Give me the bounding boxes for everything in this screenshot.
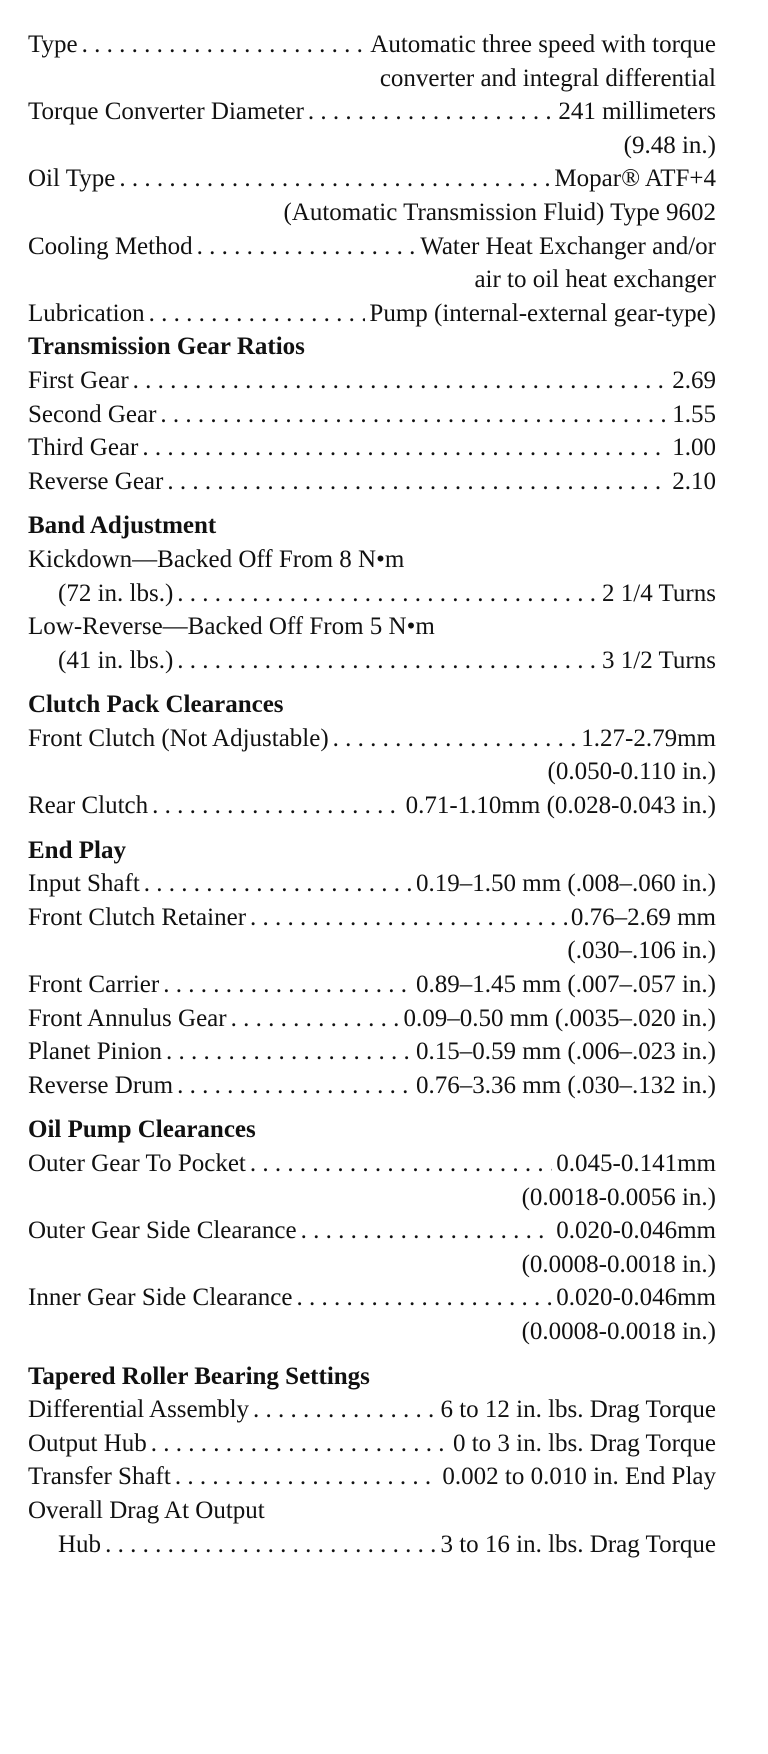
oil-pump-row bbox=[28, 1214, 716, 1248]
spec-value-continued: (0.050-0.110 in.) bbox=[547, 758, 716, 786]
overall-drag-heading: Overall Drag At Output bbox=[28, 1496, 265, 1524]
dot-leader bbox=[105, 1528, 436, 1562]
spec-label: Inner Gear Side Clearance bbox=[28, 1284, 293, 1312]
spec-value: 1.27-2.79mm bbox=[581, 724, 716, 752]
spec-label: Differential Assembly bbox=[28, 1396, 250, 1424]
end-play-section bbox=[28, 834, 716, 1103]
bearing-settings-section bbox=[28, 1360, 716, 1562]
dot-leader bbox=[177, 1069, 412, 1103]
kickdown-row bbox=[28, 577, 716, 611]
spec-label: Input Shaft bbox=[28, 870, 140, 898]
dot-leader bbox=[151, 1427, 449, 1461]
spec-label: Outer Gear Side Clearance bbox=[28, 1217, 297, 1245]
spec-value: 2.10 bbox=[672, 467, 716, 495]
front-clutch-row bbox=[28, 722, 716, 756]
gear-ratio-row bbox=[28, 431, 716, 465]
spec-value-continued: (0.0008-0.0018 in.) bbox=[521, 1317, 716, 1345]
dot-leader bbox=[82, 28, 367, 62]
dot-leader bbox=[177, 644, 598, 678]
spec-value-continued: (0.0018-0.0056 in.) bbox=[521, 1183, 716, 1211]
dot-leader bbox=[301, 1214, 553, 1248]
spec-value: 0.15–0.59 mm (.006–.023 in.) bbox=[416, 1038, 716, 1066]
gear-ratio-row bbox=[28, 465, 716, 499]
dot-leader bbox=[119, 162, 550, 196]
spec-value: 0.76–3.36 mm (.030–.132 in.) bbox=[416, 1071, 716, 1099]
spec-label: Outer Gear To Pocket bbox=[28, 1150, 246, 1177]
spec-label: Torque Converter Diameter bbox=[28, 98, 304, 126]
section-heading: Band Adjustment bbox=[28, 512, 217, 540]
dot-leader bbox=[133, 364, 669, 398]
spec-label: Type bbox=[28, 31, 78, 58]
clutch-pack-section bbox=[28, 688, 716, 822]
spec-row-type bbox=[28, 28, 716, 62]
spec-label: Front Clutch Retainer bbox=[28, 903, 247, 931]
spec-label: (72 in. lbs.) bbox=[58, 579, 174, 607]
general-specs bbox=[28, 28, 716, 330]
spec-value: 0.09–0.50 mm (.0035–.020 in.) bbox=[403, 1004, 716, 1032]
spec-value: 241 millimeters bbox=[558, 98, 716, 126]
spec-label: First Gear bbox=[28, 366, 129, 394]
spec-label: Planet Pinion bbox=[28, 1038, 163, 1066]
spec-label: Lubrication bbox=[28, 299, 145, 327]
spec-value-continued: air to oil heat exchanger bbox=[474, 266, 716, 294]
spec-value: 0.020-0.046mm bbox=[556, 1284, 716, 1312]
dot-leader bbox=[250, 1147, 552, 1181]
end-play-row bbox=[28, 867, 716, 901]
bearing-row bbox=[28, 1393, 716, 1427]
spec-value: 0.020-0.046mm bbox=[556, 1217, 716, 1245]
end-play-row bbox=[28, 1035, 716, 1069]
rear-clutch-row bbox=[28, 789, 716, 823]
dot-leader bbox=[149, 297, 366, 331]
end-play-row bbox=[28, 1002, 716, 1036]
spec-value: Mopar® ATF+4 bbox=[554, 165, 716, 193]
spec-label: Second Gear bbox=[28, 400, 157, 428]
spec-label: Front Carrier bbox=[28, 971, 160, 999]
section-heading: Oil Pump Clearances bbox=[28, 1116, 256, 1144]
spec-value-continued: (Automatic Transmission Fluid) Type 9602 bbox=[283, 198, 716, 226]
dot-leader bbox=[175, 1460, 439, 1494]
spec-value: 0.71-1.10mm (0.028-0.043 in.) bbox=[405, 792, 716, 820]
bearing-row bbox=[28, 1427, 716, 1461]
spec-value: 0.89–1.45 mm (.007–.057 in.) bbox=[416, 971, 716, 999]
spec-label: Transfer Shaft bbox=[28, 1463, 171, 1491]
end-play-row bbox=[28, 968, 716, 1002]
section-heading: End Play bbox=[28, 836, 126, 864]
spec-value-continued: (.030–.106 in.) bbox=[567, 937, 716, 965]
spec-label: Hub bbox=[58, 1530, 102, 1558]
gear-ratio-row bbox=[28, 398, 716, 432]
spec-value: 0.76–2.69 mm bbox=[570, 903, 716, 931]
bearing-row bbox=[28, 1460, 716, 1494]
dot-leader bbox=[152, 789, 402, 823]
dot-leader bbox=[167, 465, 668, 499]
spec-value: Automatic three speed with torque bbox=[370, 31, 716, 58]
low-reverse-row bbox=[28, 644, 716, 678]
spec-value: 1.00 bbox=[672, 434, 716, 462]
spec-row-oil-type bbox=[28, 162, 716, 196]
dot-leader bbox=[142, 431, 668, 465]
dot-leader bbox=[250, 901, 567, 935]
section-heading: Tapered Roller Bearing Settings bbox=[28, 1362, 370, 1390]
spec-label: Front Annulus Gear bbox=[28, 1004, 227, 1032]
spec-value: 0.002 to 0.010 in. End Play bbox=[442, 1463, 716, 1491]
spec-value: Water Heat Exchanger and/or bbox=[420, 232, 716, 260]
spec-value: 3 1/2 Turns bbox=[602, 646, 716, 674]
dot-leader bbox=[231, 1002, 400, 1036]
spec-value-continued: (0.0008-0.0018 in.) bbox=[521, 1250, 716, 1278]
dot-leader bbox=[296, 1281, 552, 1315]
spec-label: Rear Clutch bbox=[28, 792, 149, 820]
spec-value-continued: (9.48 in.) bbox=[623, 131, 716, 159]
dot-leader bbox=[253, 1393, 436, 1427]
section-heading: Clutch Pack Clearances bbox=[28, 691, 284, 719]
gear-ratio-row bbox=[28, 364, 716, 398]
band-adjustment-section bbox=[28, 509, 716, 677]
kickdown-heading: Kickdown—Backed Off From 8 N•m bbox=[28, 545, 405, 573]
spec-label: Oil Type bbox=[28, 165, 116, 193]
dot-leader bbox=[333, 722, 578, 756]
spec-value: 0.045-0.141mm bbox=[556, 1150, 716, 1177]
dot-leader bbox=[308, 95, 554, 129]
oil-pump-section bbox=[28, 1113, 716, 1348]
spec-value: 0 to 3 in. lbs. Drag Torque bbox=[452, 1429, 716, 1457]
spec-value: 6 to 12 in. lbs. Drag Torque bbox=[440, 1396, 716, 1424]
spec-row-cooling-method bbox=[28, 230, 716, 264]
spec-value: 1.55 bbox=[672, 400, 716, 428]
spec-label: Reverse Drum bbox=[28, 1071, 174, 1099]
spec-label: Output Hub bbox=[28, 1429, 147, 1457]
spec-label: Front Clutch (Not Adjustable) bbox=[28, 724, 329, 752]
oil-pump-row bbox=[28, 1281, 716, 1315]
dot-leader bbox=[177, 577, 598, 611]
overall-drag-row bbox=[28, 1528, 716, 1562]
dot-leader bbox=[163, 968, 412, 1002]
section-heading: Transmission Gear Ratios bbox=[28, 333, 305, 361]
spec-value: 0.19–1.50 mm (.008–.060 in.) bbox=[416, 870, 716, 898]
dot-leader bbox=[160, 398, 668, 432]
spec-value-continued: converter and integral differential bbox=[379, 64, 716, 92]
spec-value: 2 1/4 Turns bbox=[602, 579, 716, 607]
end-play-row bbox=[28, 1069, 716, 1103]
end-play-row bbox=[28, 901, 716, 935]
spec-value: 3 to 16 in. lbs. Drag Torque bbox=[440, 1530, 716, 1558]
spec-row-lubrication bbox=[28, 297, 716, 331]
spec-row-converter-diameter bbox=[28, 95, 716, 129]
oil-pump-row bbox=[28, 1147, 716, 1181]
low-reverse-heading: Low-Reverse—Backed Off From 5 N•m bbox=[28, 613, 435, 641]
gear-ratios-section bbox=[28, 330, 716, 498]
spec-value: Pump (internal-external gear-type) bbox=[369, 299, 716, 327]
spec-label: Reverse Gear bbox=[28, 467, 164, 495]
dot-leader bbox=[144, 867, 412, 901]
spec-value: 2.69 bbox=[672, 366, 716, 394]
spec-label: Third Gear bbox=[28, 434, 139, 462]
spec-label: (41 in. lbs.) bbox=[58, 646, 174, 674]
dot-leader bbox=[166, 1035, 412, 1069]
dot-leader bbox=[197, 230, 417, 264]
spec-label: Cooling Method bbox=[28, 232, 193, 260]
